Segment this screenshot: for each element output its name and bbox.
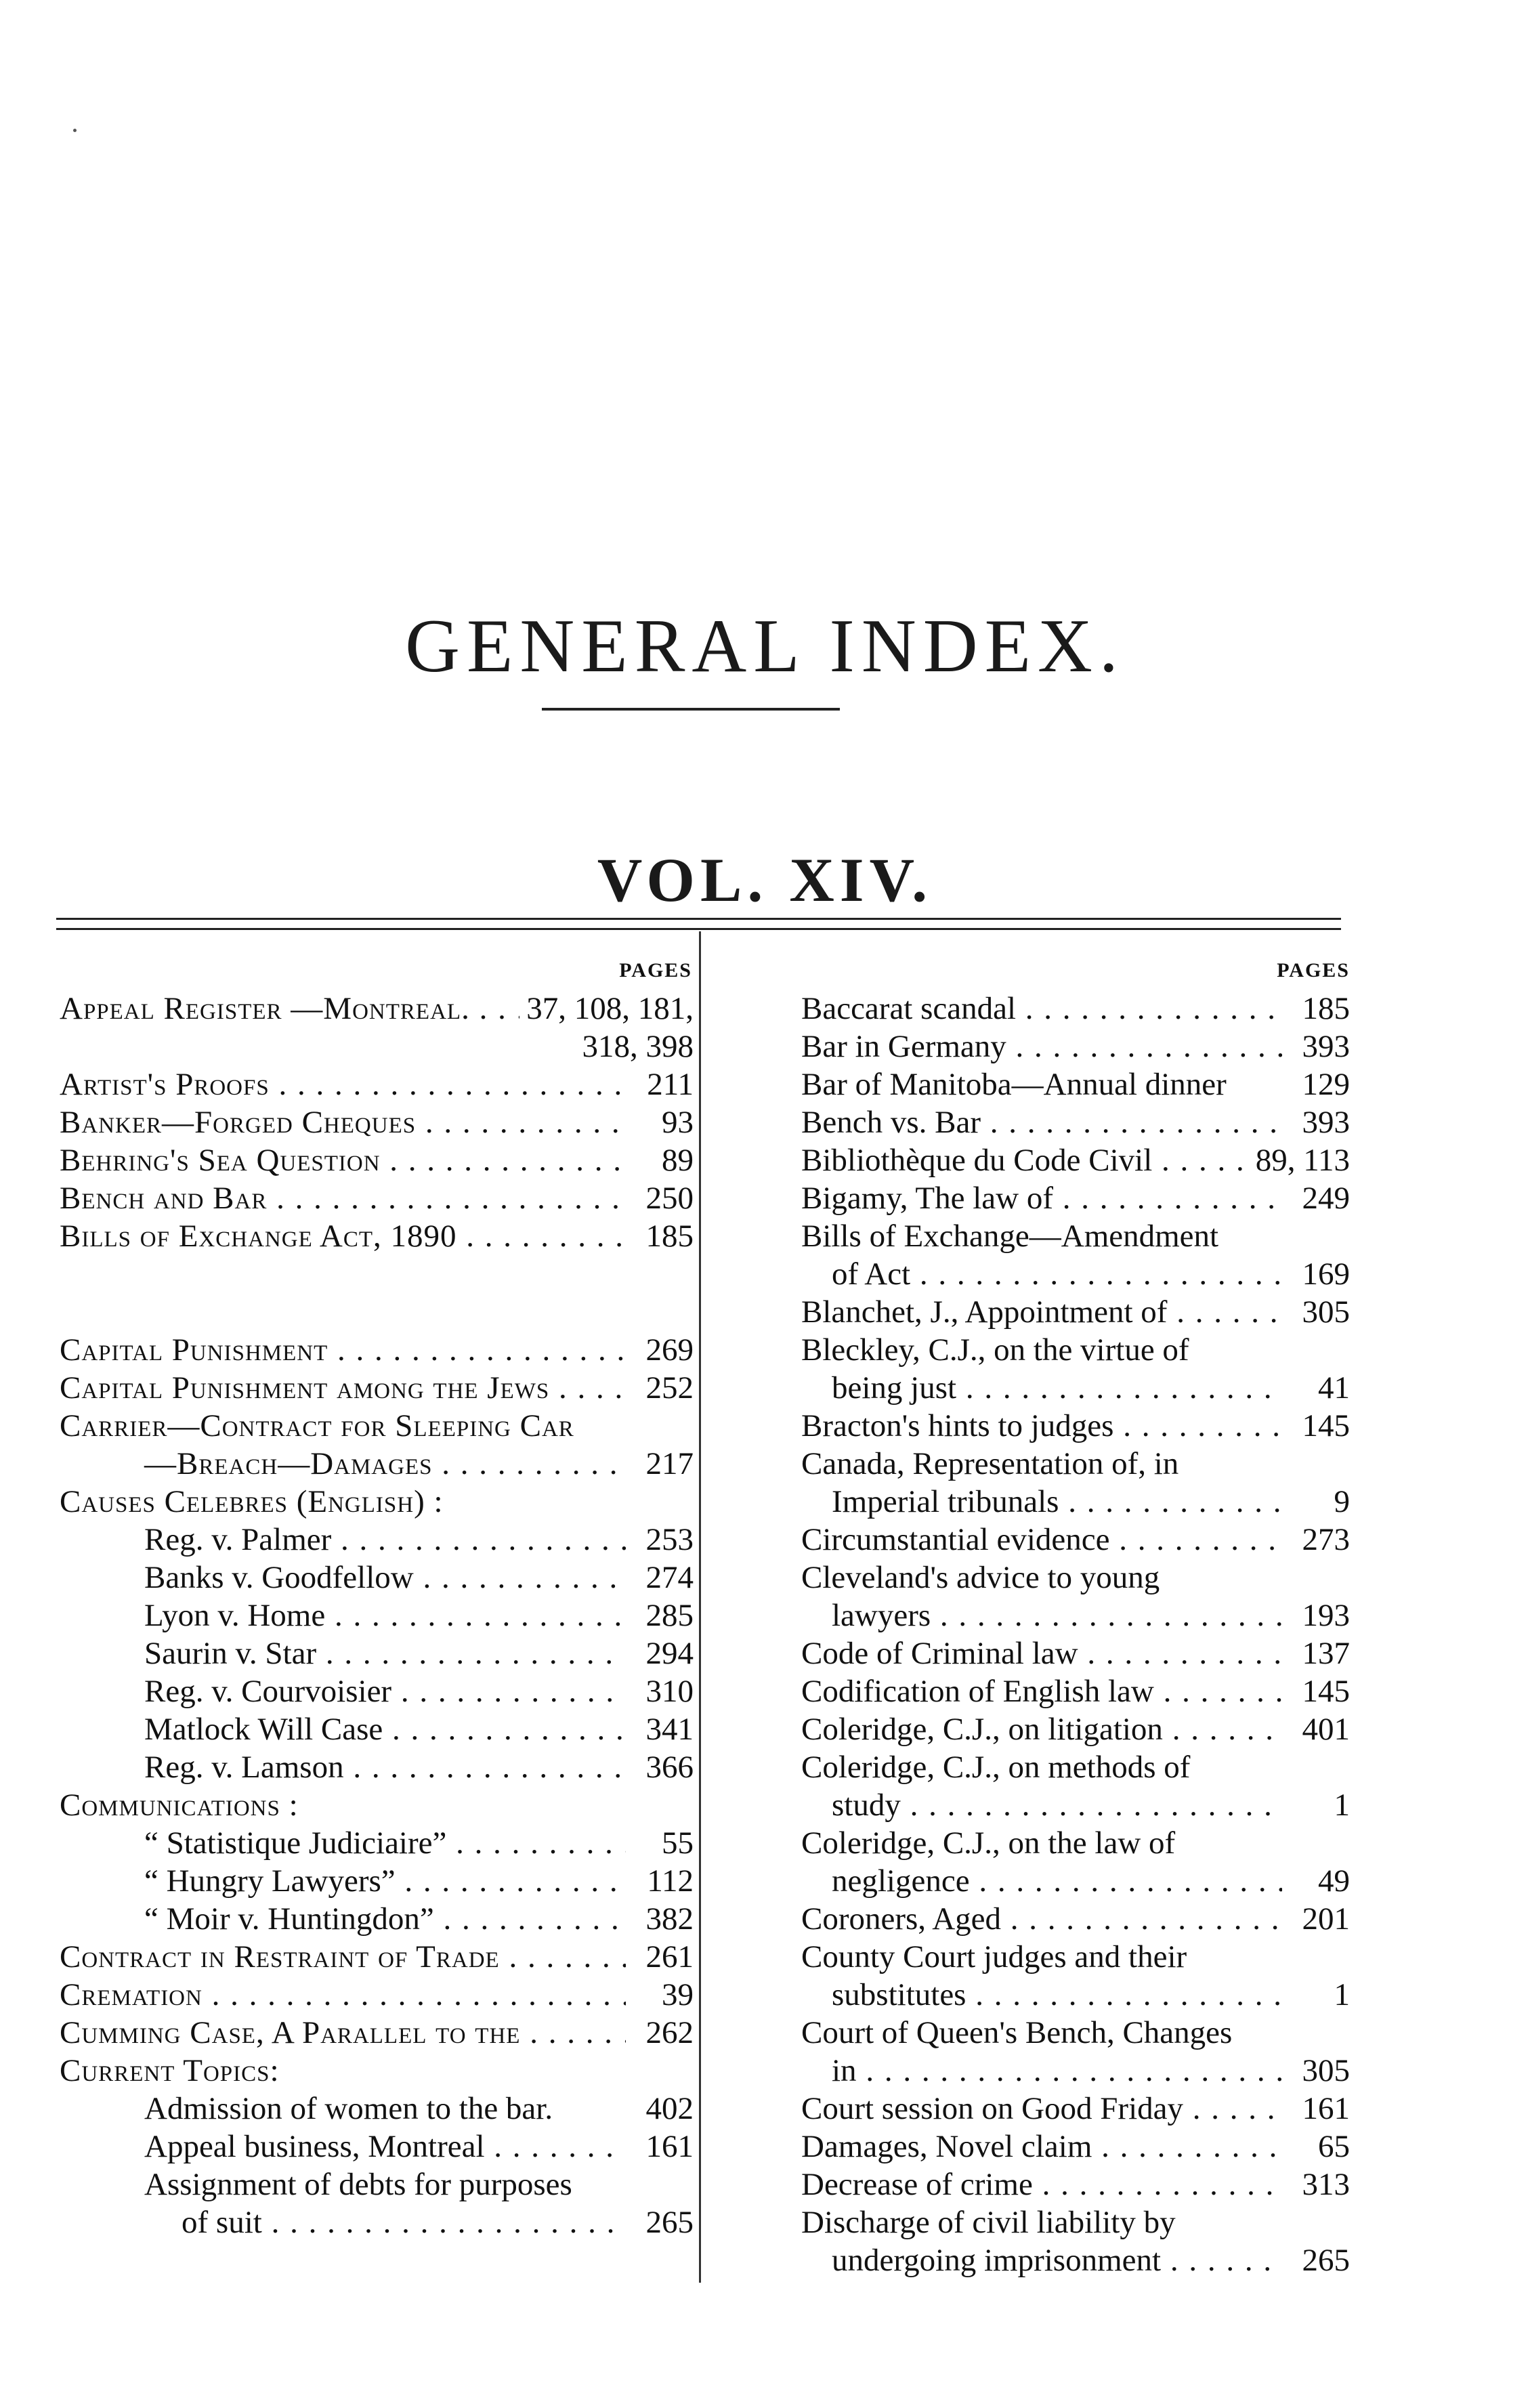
index-entry bbox=[60, 1900, 696, 1938]
index-entry bbox=[60, 1217, 696, 1255]
entry-label: Banks v. Goodfellow . . . bbox=[60, 1559, 626, 1597]
entry-pages: 305 bbox=[1302, 1294, 1350, 1330]
entry-label: Coroners, Aged . . . bbox=[801, 1900, 1282, 1938]
entry-pages: 273 bbox=[1302, 1522, 1350, 1557]
entry-label: Circumstantial evidence . . . bbox=[801, 1521, 1282, 1559]
entry-label: Assignment of debts for purposes bbox=[144, 2167, 572, 2202]
entry-pages: 145 bbox=[1302, 1674, 1350, 1709]
index-entry bbox=[60, 1065, 696, 1103]
entry-label: Admission of women to the bar. bbox=[144, 2091, 553, 2126]
index-entry bbox=[801, 1521, 1350, 1559]
entry-pages: 89 bbox=[662, 1143, 694, 1178]
index-entry bbox=[60, 1559, 696, 1597]
index-entry bbox=[60, 2090, 696, 2128]
entry-label: Capital Punishment . . . bbox=[60, 1331, 626, 1369]
entry-label: Damages, Novel claim . . . bbox=[801, 2128, 1282, 2166]
entry-pages: 402 bbox=[645, 2091, 694, 2126]
entry-pages: 401 bbox=[1302, 1712, 1350, 1747]
entry-label: in . . . bbox=[801, 2052, 1282, 2090]
index-entry bbox=[801, 1445, 1350, 1483]
entry-label: Matlock Will Case . . . bbox=[60, 1710, 626, 1748]
entry-pages: 161 bbox=[1302, 2091, 1350, 2126]
entry-pages: 252 bbox=[645, 1370, 694, 1406]
entry-pages: 39 bbox=[662, 1977, 694, 2012]
index-entry bbox=[801, 1103, 1350, 1141]
entry-pages: 217 bbox=[645, 1446, 694, 1481]
index-entry bbox=[60, 2203, 696, 2241]
title-rule bbox=[542, 708, 840, 711]
entry-pages: 313 bbox=[1302, 2167, 1350, 2202]
entry-pages: 366 bbox=[645, 1750, 694, 1785]
entry-pages: 305 bbox=[1302, 2053, 1350, 2088]
index-entry bbox=[801, 1179, 1350, 1217]
entry-label: Coleridge, C.J., on litigation . . . bbox=[801, 1710, 1282, 1748]
entry-label: Communications : bbox=[60, 1788, 299, 1823]
entry-label: Saurin v. Star . . . bbox=[60, 1634, 626, 1672]
pages-header: PAGES bbox=[619, 959, 692, 981]
index-entry bbox=[801, 1407, 1350, 1445]
entry-label: Baccarat scandal . . . bbox=[801, 990, 1282, 1028]
entry-label: “ Moir v. Huntingdon” . . . bbox=[60, 1900, 626, 1938]
paper-speck bbox=[73, 129, 77, 132]
entry-label: Bills of Exchange—Amendment bbox=[801, 1219, 1219, 1254]
entry-label: Bar in Germany . . . bbox=[801, 1028, 1282, 1065]
entry-label: of Act . . . bbox=[801, 1255, 1282, 1293]
index-entry bbox=[60, 1028, 696, 1065]
entry-pages: 65 bbox=[1318, 2129, 1350, 2164]
entry-label: “ Statistique Judiciaire” . . . bbox=[60, 1824, 626, 1862]
entry-label: Court of Queen's Bench, Changes bbox=[801, 2015, 1233, 2050]
entry-pages: 37, 108, 181, bbox=[526, 991, 694, 1026]
index-entry bbox=[60, 1483, 696, 1521]
index-entry bbox=[801, 2052, 1350, 2090]
entry-pages: 161 bbox=[645, 2129, 694, 2164]
entry-label: Lyon v. Home . . . bbox=[60, 1597, 626, 1634]
index-column-left bbox=[60, 952, 696, 2241]
entry-pages: 310 bbox=[645, 1674, 694, 1709]
entry-pages: 169 bbox=[1302, 1256, 1350, 1292]
entry-label: Cremation . . . bbox=[60, 1976, 626, 2014]
entry-label: Reg. v. Lamson . . . bbox=[60, 1748, 626, 1786]
entry-pages: 253 bbox=[645, 1522, 694, 1557]
index-entry bbox=[60, 1521, 696, 1559]
entry-pages: 262 bbox=[645, 2015, 694, 2050]
index-entry bbox=[801, 2128, 1350, 2166]
index-entry bbox=[60, 1634, 696, 1672]
entry-pages: 341 bbox=[645, 1712, 694, 1747]
section-gap bbox=[60, 1255, 696, 1331]
entry-pages: 250 bbox=[645, 1181, 694, 1216]
entry-label: study . . . bbox=[801, 1786, 1282, 1824]
index-entry bbox=[60, 990, 696, 1028]
index-entry bbox=[60, 1331, 696, 1369]
entry-pages: 49 bbox=[1318, 1863, 1350, 1899]
entry-label: being just . . . bbox=[801, 1369, 1282, 1407]
entry-pages: 318, 398 bbox=[582, 1029, 694, 1064]
index-entry bbox=[801, 1748, 1350, 1786]
index-entry bbox=[801, 1483, 1350, 1521]
index-entry bbox=[801, 2014, 1350, 2052]
entry-label: Bibliothèque du Code Civil . . . bbox=[801, 1141, 1249, 1179]
entry-label: Contract in Restraint of Trade . . . bbox=[60, 1938, 626, 1976]
entry-label: Causes Celebres (English) : bbox=[60, 1484, 444, 1519]
entry-pages: 1 bbox=[1334, 1788, 1350, 1823]
volume-heading: VOL. XIV. bbox=[597, 845, 933, 915]
entry-label: Coleridge, C.J., on the law of bbox=[801, 1825, 1176, 1861]
entry-label: Court session on Good Friday . . . bbox=[801, 2090, 1282, 2128]
entry-pages: 193 bbox=[1302, 1598, 1350, 1633]
double-rule bbox=[56, 918, 1341, 930]
page-title: GENERAL INDEX. bbox=[405, 604, 1125, 689]
column-divider bbox=[699, 931, 701, 2283]
index-entry bbox=[801, 1065, 1350, 1103]
index-entry bbox=[60, 1103, 696, 1141]
entry-label: Cleveland's advice to young bbox=[801, 1560, 1160, 1595]
index-entry bbox=[801, 1786, 1350, 1824]
entry-pages: 249 bbox=[1302, 1181, 1350, 1216]
entry-label: Carrier—Contract for Sleeping Car bbox=[60, 1408, 574, 1443]
index-entry bbox=[60, 1179, 696, 1217]
index-entry bbox=[801, 1710, 1350, 1748]
entry-label: Capital Punishment among the Jews . . . bbox=[60, 1369, 626, 1407]
entry-pages: 211 bbox=[647, 1067, 694, 1102]
entry-pages: 261 bbox=[645, 1939, 694, 1974]
entry-label: undergoing imprisonment . . . bbox=[801, 2241, 1282, 2279]
entry-label: Cumming Case, A Parallel to the . . . bbox=[60, 2014, 626, 2052]
entry-label: Reg. v. Courvoisier . . . bbox=[60, 1672, 626, 1710]
entry-pages: 185 bbox=[1302, 991, 1350, 1026]
index-entry bbox=[801, 2166, 1350, 2203]
index-entry bbox=[60, 1597, 696, 1634]
entry-pages: 294 bbox=[645, 1636, 694, 1671]
index-entry bbox=[60, 2014, 696, 2052]
index-entry bbox=[60, 1369, 696, 1407]
index-entry bbox=[801, 1634, 1350, 1672]
index-entry bbox=[801, 1824, 1350, 1862]
entry-pages: 145 bbox=[1302, 1408, 1350, 1443]
entry-label: County Court judges and their bbox=[801, 1939, 1187, 1974]
index-entry bbox=[801, 1976, 1350, 2014]
index-entry bbox=[60, 1976, 696, 2014]
entry-pages: 393 bbox=[1302, 1105, 1350, 1140]
entry-label: substitutes . . . bbox=[801, 1976, 1282, 2014]
entry-label: Bigamy, The law of . . . bbox=[801, 1179, 1282, 1217]
index-entry bbox=[801, 2090, 1350, 2128]
entry-pages: 93 bbox=[662, 1105, 694, 1140]
index-entry bbox=[60, 1710, 696, 1748]
entry-label: lawyers . . . bbox=[801, 1597, 1282, 1634]
entry-label: Bracton's hints to judges . . . bbox=[801, 1407, 1282, 1445]
entry-pages: 55 bbox=[662, 1825, 694, 1861]
index-entry bbox=[801, 1938, 1350, 1976]
index-entry bbox=[801, 990, 1350, 1028]
entry-pages: 201 bbox=[1302, 1901, 1350, 1937]
index-column-right bbox=[801, 952, 1350, 2279]
index-entry bbox=[60, 1445, 696, 1483]
index-entry bbox=[801, 1900, 1350, 1938]
entry-label: Reg. v. Palmer . . . bbox=[60, 1521, 626, 1559]
entry-pages: 89, 113 bbox=[1255, 1143, 1350, 1178]
index-entry bbox=[60, 1824, 696, 1862]
entry-label: —Breach—Damages . . . bbox=[60, 1445, 626, 1483]
index-entry bbox=[60, 2128, 696, 2166]
entry-pages: 382 bbox=[645, 1901, 694, 1937]
entry-pages: 137 bbox=[1302, 1636, 1350, 1671]
index-entry bbox=[801, 2203, 1350, 2241]
pages-header: PAGES bbox=[1277, 959, 1350, 981]
entry-label: Banker—Forged Cheques . . . bbox=[60, 1103, 626, 1141]
index-entry bbox=[801, 1559, 1350, 1597]
entry-label: Blanchet, J., Appointment of . . . bbox=[801, 1293, 1282, 1331]
index-entry bbox=[801, 2241, 1350, 2279]
entry-pages: 265 bbox=[1302, 2243, 1350, 2278]
index-entry bbox=[60, 1862, 696, 1900]
entry-label: Bench vs. Bar . . . bbox=[801, 1103, 1282, 1141]
index-entry bbox=[60, 1407, 696, 1445]
entry-pages: 185 bbox=[645, 1219, 694, 1254]
entry-label: negligence . . . bbox=[801, 1862, 1282, 1900]
entry-label: “ Hungry Lawyers” . . . bbox=[60, 1862, 626, 1900]
entry-label: Bills of Exchange Act, 1890 . . . bbox=[60, 1217, 626, 1255]
index-entry bbox=[60, 1786, 696, 1824]
entry-label: Code of Criminal law . . . bbox=[801, 1634, 1282, 1672]
entry-label: Current Topics: bbox=[60, 2053, 280, 2088]
entry-label: Coleridge, C.J., on methods of bbox=[801, 1750, 1191, 1785]
entry-label: Decrease of crime . . . bbox=[801, 2166, 1282, 2203]
index-entry bbox=[801, 1862, 1350, 1900]
entry-label: Bench and Bar . . . bbox=[60, 1179, 626, 1217]
entry-pages: 112 bbox=[647, 1863, 694, 1899]
index-entry bbox=[801, 1369, 1350, 1407]
entry-label: Appeal business, Montreal . . . bbox=[60, 2128, 626, 2166]
entry-pages: 269 bbox=[645, 1332, 694, 1368]
entry-label: Discharge of civil liability by bbox=[801, 2205, 1176, 2240]
entry-label: Codification of English law . . . bbox=[801, 1672, 1282, 1710]
index-entry bbox=[801, 1597, 1350, 1634]
index-entry bbox=[60, 2052, 696, 2090]
entry-pages: 265 bbox=[645, 2205, 694, 2240]
entry-pages: 9 bbox=[1334, 1484, 1350, 1519]
index-entry bbox=[801, 1672, 1350, 1710]
index-entry bbox=[60, 1748, 696, 1786]
entry-label: Artist's Proofs . . . bbox=[60, 1065, 626, 1103]
entry-label: Imperial tribunals . . . bbox=[801, 1483, 1282, 1521]
entry-label: Appeal Register —Montreal. . . . bbox=[60, 990, 519, 1028]
index-entry bbox=[60, 1141, 696, 1179]
entry-label: Bar of Manitoba—Annual dinner bbox=[801, 1067, 1227, 1102]
entry-pages: 285 bbox=[645, 1598, 694, 1633]
index-entry bbox=[801, 1255, 1350, 1293]
entry-pages: 274 bbox=[645, 1560, 694, 1595]
entry-label: Canada, Representation of, in bbox=[801, 1446, 1179, 1481]
index-entry bbox=[801, 1331, 1350, 1369]
entry-pages: 1 bbox=[1334, 1977, 1350, 2012]
entry-label: of suit . . . bbox=[60, 2203, 626, 2241]
index-entry bbox=[60, 1938, 696, 1976]
entry-label: Bleckley, C.J., on the virtue of bbox=[801, 1332, 1189, 1368]
entry-pages: 129 bbox=[1302, 1067, 1350, 1102]
index-entry bbox=[801, 1217, 1350, 1255]
index-entry bbox=[801, 1028, 1350, 1065]
entry-pages: 41 bbox=[1318, 1370, 1350, 1406]
index-entry bbox=[801, 1141, 1350, 1179]
entry-pages: 393 bbox=[1302, 1029, 1350, 1064]
index-entry bbox=[60, 1672, 696, 1710]
index-entry bbox=[60, 2166, 696, 2203]
entry-label: Behring's Sea Question . . . bbox=[60, 1141, 626, 1179]
index-entry bbox=[801, 1293, 1350, 1331]
